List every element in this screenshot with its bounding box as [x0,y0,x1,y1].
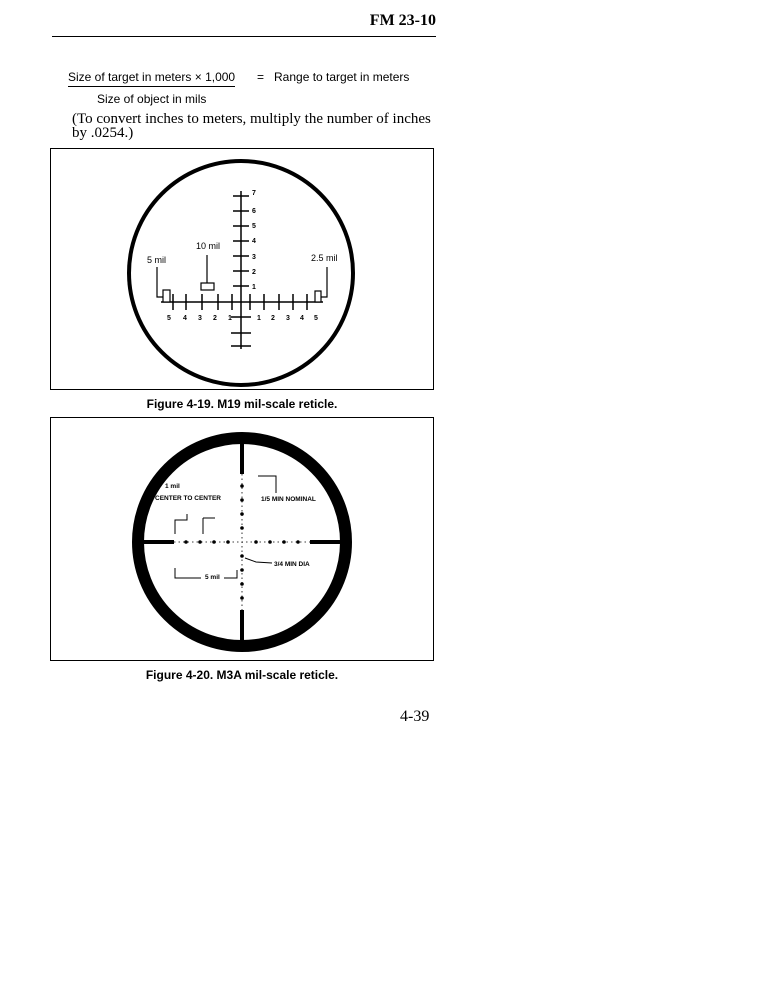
document-id: FM 23-10 [369,12,436,29]
h-right-3: 3 [286,315,290,322]
h-right-1: 1 [257,315,261,322]
h-right-4: 4 [300,315,304,322]
formula-denominator: Size of object in mils [97,92,207,106]
min-dia-label: 3/4 MIN DIA [274,561,310,568]
ten-mil-label: 10 mil [196,241,221,251]
m3a-reticle-figure [50,417,434,661]
v-label-1: 1 [252,284,256,291]
horizontal-scale-labels [167,315,318,322]
v-label-5: 5 [252,223,256,230]
ten-mil-target-box [201,283,214,290]
conversion-note: (To convert inches to meters, multiply the number of inches by .0254.) [72,111,431,141]
h-left-4: 4 [183,315,187,322]
m19-callout-labels [147,241,338,265]
v-label-3: 3 [252,254,256,261]
h-right-2: 2 [271,315,275,322]
formula-result: Range to target in meters [274,70,410,84]
two-five-mil-target-box [315,291,321,302]
v-label-7: 7 [252,190,256,197]
m3a-labels [155,483,316,581]
v-label-6: 6 [252,208,256,215]
h-left-3: 3 [198,315,202,322]
m3a-callout-leaders [175,476,276,578]
figure-4-19-caption: Figure 4-19. M19 mil-scale reticle. [146,397,338,411]
v-label-2: 2 [252,269,256,276]
vertical-scale-labels [252,190,256,291]
five-mil-spacing-label: 5 mil [205,574,220,581]
v-label-4: 4 [252,238,256,245]
five-mil-label: 5 mil [147,255,167,265]
five-mil-target-box [163,290,170,302]
h-right-5: 5 [314,315,318,322]
figure-4-20-caption: Figure 4-20. M3A mil-scale reticle. [145,668,339,682]
one-mil-label: 1 mil [165,483,180,490]
h-left-1: 1 [228,315,232,322]
two-five-mil-label: 2.5 mil [311,253,338,263]
range-formula [68,70,448,110]
h-left-5: 5 [167,315,171,322]
formula-equals: = [257,70,265,84]
min-nominal-label: 1/5 MIN NOMINAL [261,496,316,503]
header-rule [52,36,436,37]
m19-reticle-drawing [51,149,433,389]
callout-leaders [157,255,327,297]
m19-reticle-figure [50,148,434,390]
m3a-reticle-drawing [51,418,433,660]
center-to-center-label: CENTER TO CENTER [155,495,221,502]
h-left-2: 2 [213,315,217,322]
page-number: 4-39 [400,708,430,725]
formula-numerator: Size of target in meters × 1,000 [68,70,235,87]
